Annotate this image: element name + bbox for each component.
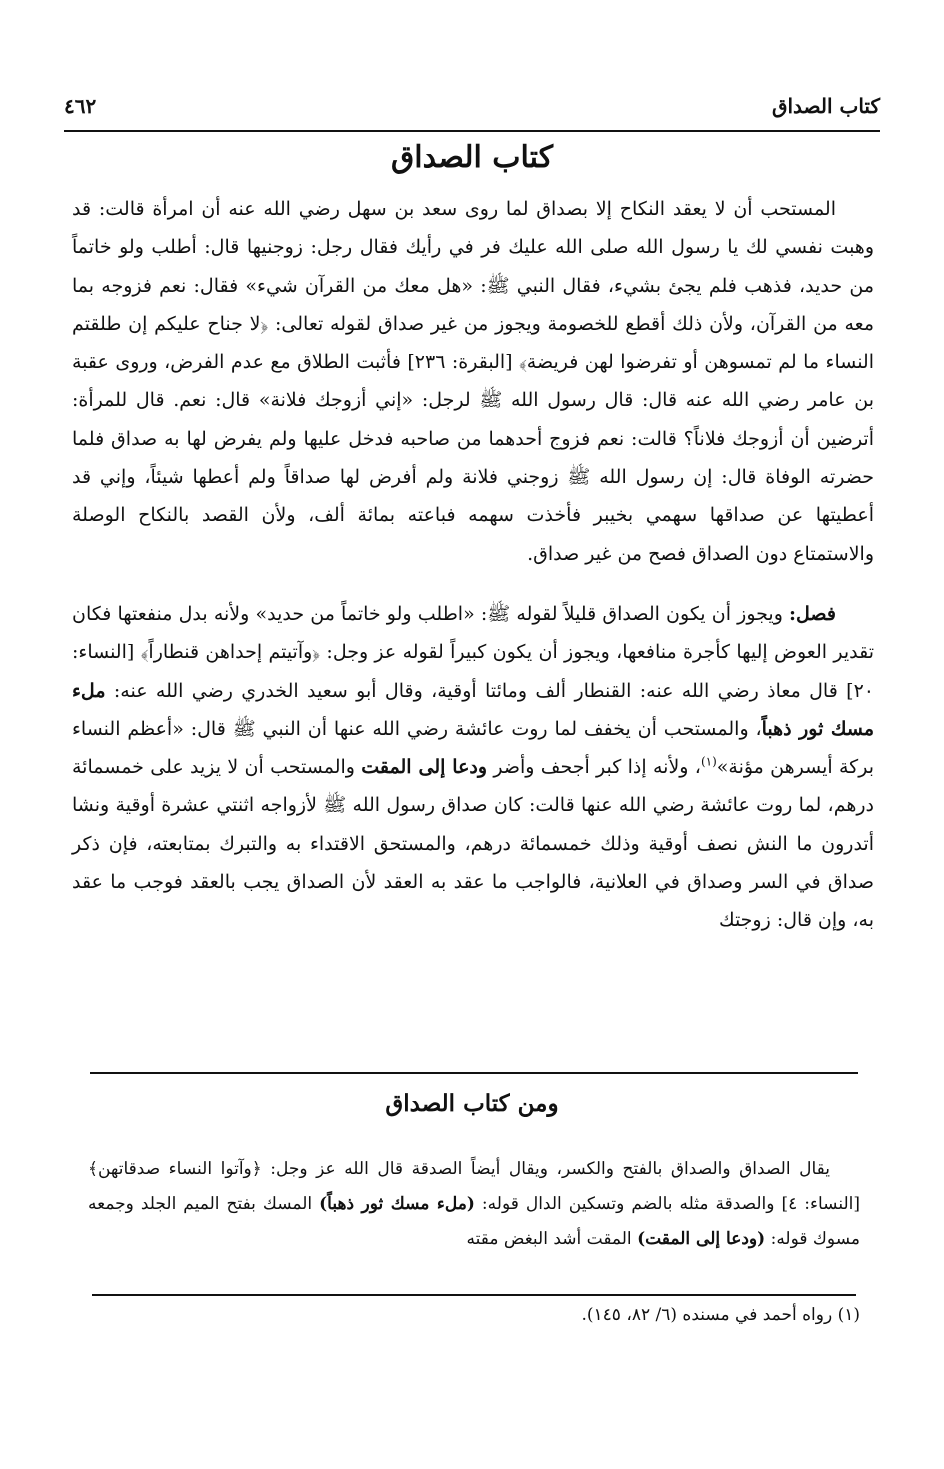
p2-part-b: ، والمستحب أن يخفف لما روت عائشة رضي الله عنها أن النبي ﷺ قال: «أعظم النساء بركة أيسرهن مؤنة» bbox=[72, 717, 874, 779]
commentary-part-a: يقال الصداق والصداق بالفتح والكسر، ويقال أيضاً الصدقة قال الله عز وجل: ﴿وآتوا النساء صدقاتهن﴾ [النساء: ٤] والصدقة مثله بالضم وتسكين الدال قوله: bbox=[88, 1159, 860, 1214]
main-paragraph-1: المستحب أن لا يعقد النكاح إلا بصداق لما روى سعد بن سهل رضي الله عنه أن امرأة قالت: قد وهبت نفسي لك يا رسول الله صلى الله عليك فر في رأيك فقال رجل: زوجنيها قال: أطلب ولو خاتماً من حديد، فذهب فلم يجئ بشيء، فقال النبي ﷺ: «هل معك من القرآن شيء» فقال: نعم فزوجه بما معه من القرآن، ولأن ذلك أقطع للخصومة ويجوز من غير صداق لقوله تعالى: ﴿لا جناح عليكم إن طلقتم النساء ما لم تمسوهن أو تفرضوا لهن فريضة﴾ [البقرة: ٢٣٦] فأثبت الطلاق مع عدم الفرض، وروى عقبة بن عامر رضي الله عنه قال: قال رسول الله ﷺ لرجل: «إني أزوجك فلانة» قال: نعم. قال للمرأة: أترضين أن أزوجك فلاناً؟ قالت: نعم فزوج أحدهما من صاحبه فدخل عليها ولم يفرض لها به صداق فلما حضرته الوفاة قال: إن رسول الله ﷺ زوجني فلانة ولم أفرض لها صداقاً ولم أعطها شيئاً، وإني قد أعطيتها عن صداقها سهمي بخيبر فأخذت سهمه فباعته بمائة ألف، ولأن القصد بالنكاح الوصلة والاستمتاع دون الصداق فصح من غير صداق. bbox=[72, 198, 874, 565]
commentary-text bbox=[88, 1152, 860, 1257]
commentary-bold-1: (ملء مسك ثور ذهباً) bbox=[319, 1194, 475, 1214]
page-number: ٤٦٢ bbox=[64, 94, 97, 118]
footnote-reference[interactable]: (١) bbox=[700, 754, 717, 769]
running-title: كتاب الصداق bbox=[771, 94, 880, 118]
footnote: (١) رواه أحمد في مسنده (٦/ ٨٢، ١٤٥). bbox=[581, 1305, 860, 1325]
header-divider bbox=[64, 130, 880, 132]
bold-term-maqt: ودعا إلى المقت bbox=[361, 756, 488, 779]
page-header bbox=[64, 86, 880, 126]
footnote-divider bbox=[92, 1294, 856, 1296]
bold-term-mil-mask: ملء مسك ثور ذهباً bbox=[72, 679, 874, 740]
p2-part-a: ويجوز أن يكون الصداق قليلاً لقوله ﷺ: «اطلب ولو خاتماً من حديد» ولأنه بدل منفعتها فكان تقدير العوض إليها كأجرة منافعها، ويجوز أن يكون كبيراً لقوله عز وجل: ﴿وآتيتم إحداهن قنطاراً﴾ [النساء: ٢٠] قال معاذ رضي الله عنه: القنطار ألف ومائتا أوقية، وقال أبو سعيد الخدري رضي الله عنه: bbox=[72, 602, 874, 702]
commentary-title: ومن كتاب الصداق bbox=[385, 1090, 559, 1117]
section-lead-fasl: فصل: bbox=[789, 602, 836, 625]
p2-part-d: والمستحب أن لا يزيد على خمسمائة درهم، لما روت عائشة رضي الله عنها قالت: كان صداق رسول الله ﷺ لأزواجه اثنتي عشرة أوقية ونشا أتدرون ما النش نصف أوقية وذلك خمسمائة درهم، والمستحق الاقتداء به والتبرك بمتابعته، فإن ذكر صداق في السر وصداق في العلانية، فالواجب ما عقد به العقد لأن الصداق يجب بالعقد فوجب ما عقد به، وإن قال: زوجتك bbox=[72, 756, 874, 932]
commentary-bold-2: (ودعا إلى المقت) bbox=[637, 1229, 766, 1249]
commentary-paragraph bbox=[88, 1152, 860, 1257]
commentary-part-b: المسك بفتح الميم الجلد وجمعه مسوك قوله: bbox=[88, 1194, 860, 1249]
commentary-divider bbox=[90, 1072, 858, 1074]
main-text bbox=[72, 190, 874, 940]
p2-part-c: ، ولأنه إذا كبر أجحف وأضر bbox=[487, 756, 701, 779]
main-paragraph-2 bbox=[72, 595, 874, 940]
commentary-part-c: المقت أشد البغض مقته bbox=[466, 1229, 638, 1249]
chapter-title: كتاب الصداق bbox=[390, 140, 553, 175]
